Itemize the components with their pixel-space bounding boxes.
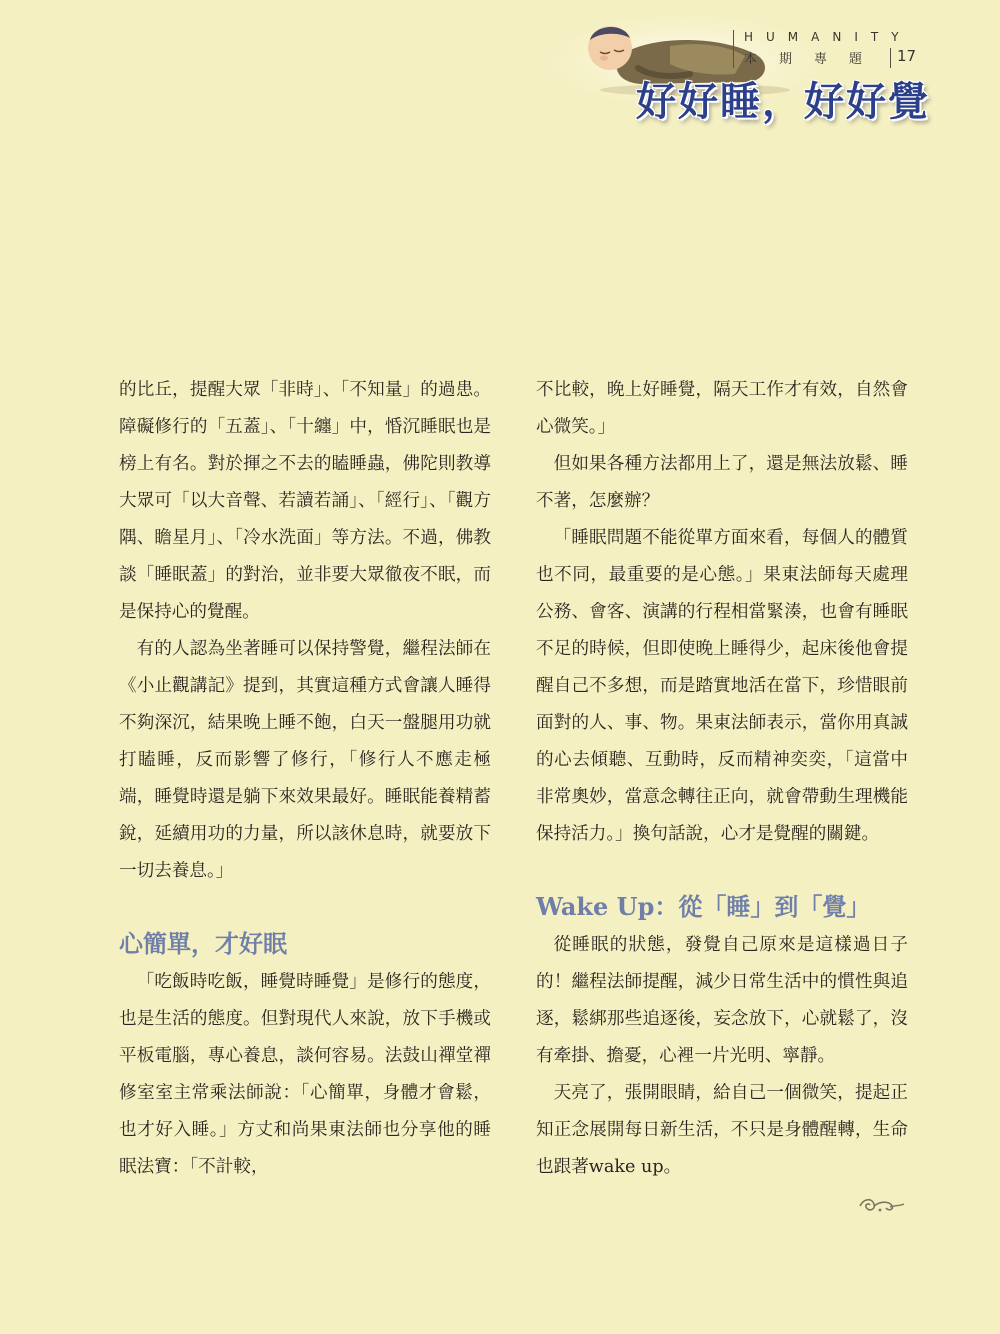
paragraph: 但如果各種方法都用上了，還是無法放鬆、睡不著，怎麼辦？ — [536, 454, 908, 511]
page-number: 17 — [897, 47, 917, 65]
header-divider — [733, 30, 734, 68]
right-column — [536, 372, 908, 1186]
paragraph: 不比較，晚上好睡覺，隔天工作才有效，自然會心微笑。」 — [536, 380, 908, 437]
paragraph: 有的人認為坐著睡可以保持警覺，繼程法師在《小止觀講記》提到，其實這種方式會讓人睡得不夠深沉，結果晚上睡不飽，白天一盤腿用功就打瞌睡，反而影響了修行，「修行人不應走極端，睡覺時還是躺下來效果最好。睡眠能養精蓄銳，延續用功的力量，所以該休息時，就要放下一切去養息。」 — [119, 639, 491, 881]
issue-label: 本期專題 — [744, 52, 885, 67]
page-header — [0, 0, 1000, 140]
end-ornament-icon — [856, 1194, 906, 1216]
paragraph: 「吃飯時吃飯，睡覺時睡覺」是修行的態度，也是生活的態度。但對現代人來說，放下手機或平板電腦，專心養息，談何容易。法鼓山禪堂禪修室室主常乘法師說：「心簡單，身體才會鬆，也才好入睡。」方丈和尚果東法師也分享他的睡眠法寶：「不計較， — [119, 972, 491, 1177]
page-number-divider — [890, 48, 891, 68]
left-column — [119, 372, 491, 1186]
paragraph: 天亮了，張開眼睛，給自己一個微笑，提起正知正念展開每日新生活，不只是身體醒轉，生命也跟著wake up。 — [536, 1083, 908, 1177]
magazine-brand: HUMANITY — [744, 30, 912, 44]
paragraph: 「睡眠問題不能從單方面來看，每個人的體質也不同，最重要的是心態。」果東法師每天處理公務、會客、演講的行程相當緊湊，也會有睡眠不足的時候，但即使晚上睡得少，起床後他會提醒自己不多想，而是踏實地活在當下，珍惜眼前面對的人、事、物。果東法師表示，當你用真誠的心去傾聽、互動時，反而精神奕奕，「這當中非常奧妙，當意念轉往正向，就會帶動生理機能保持活力。」換句話說，心才是覺醒的關鍵。 — [536, 528, 908, 844]
paragraph: 的比丘，提醒大眾「非時」、「不知量」的過患。障礙修行的「五蓋」、「十纏」中，惛沉睡眠也是榜上有名。對於揮之不去的瞌睡蟲，佛陀則教導大眾可「以大音聲、若讀若誦」、「經行」、「觀方隅、瞻星月」、「冷水洗面」等方法。不過，佛教談「睡眠蓋」的對治，並非要大眾徹夜不眠，而是保持心的覺醒。 — [119, 380, 491, 622]
paragraph: 從睡眠的狀態，發覺自己原來是這樣過日子的！繼程法師提醒，減少日常生活中的慣性與追逐，鬆綁那些追逐後，妄念放下，心就鬆了，沒有牽掛、擔憂，心裡一片光明、寧靜。 — [536, 935, 908, 1066]
section-heading: Wake Up：從「睡」到「覺」 — [536, 892, 871, 921]
feature-title: 好好睡，好好覺 — [636, 78, 930, 125]
section-heading: 心簡單，才好眠 — [119, 929, 287, 958]
